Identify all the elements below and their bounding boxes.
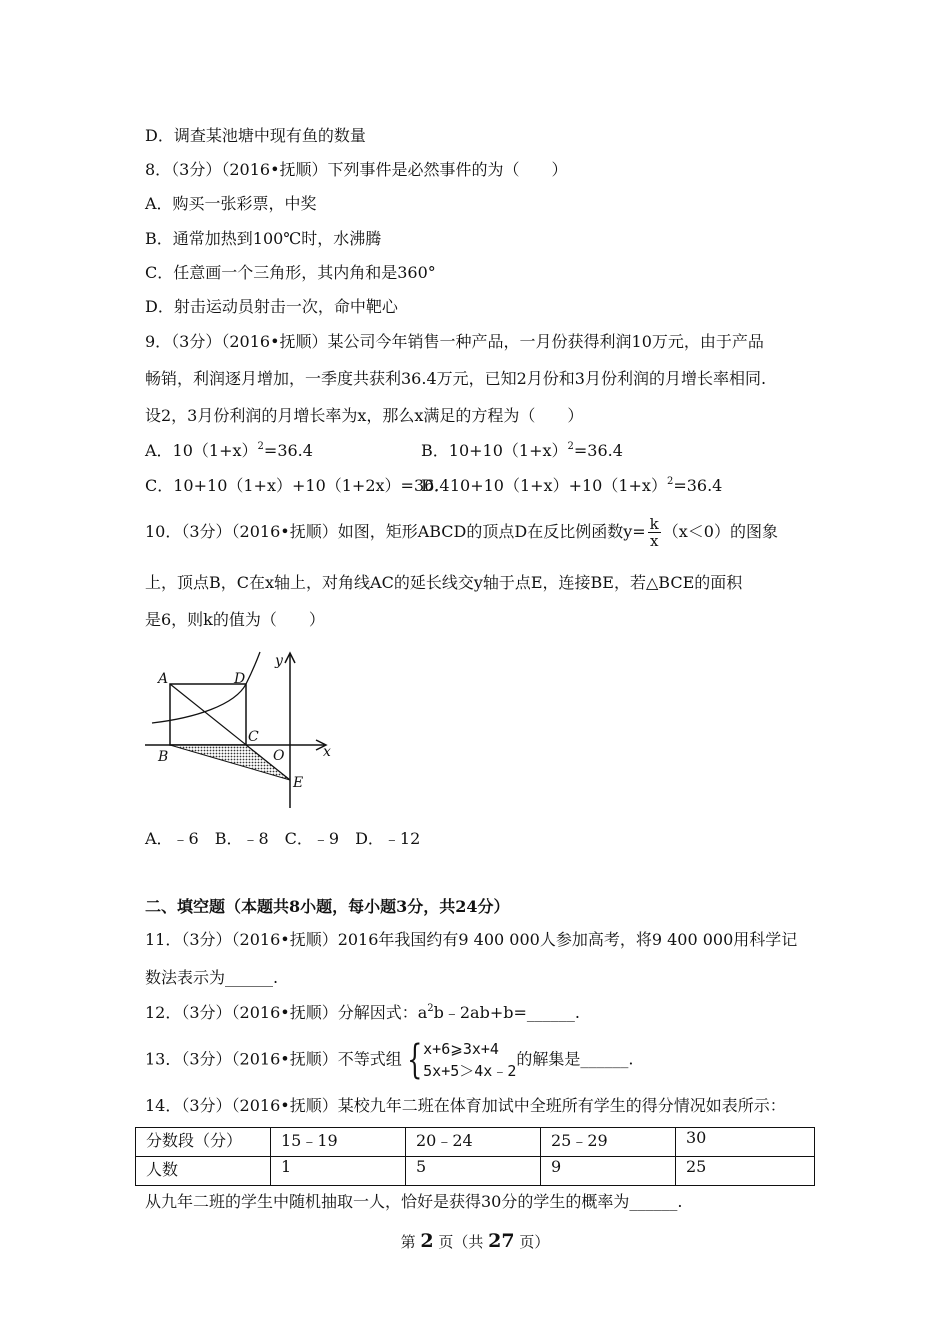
q10-options: A．﹣6 B．﹣8 C．﹣9 D．﹣12 [145, 829, 421, 848]
page-number: 2 [420, 1230, 434, 1252]
q9-option-c: C．10+10（1+x）+10（1+2x）=36.4 [145, 476, 450, 495]
table-cell: 30 [676, 1128, 815, 1157]
table-cell: 5 [406, 1157, 541, 1186]
label-e: E [293, 775, 304, 791]
left-brace: { [406, 1036, 423, 1083]
score-table [135, 1127, 815, 1186]
q13: 13．（3分）（2016•抚顺）不等式组 { x+6⩾3x+4 5x+5＞4x﹣2 的解集是______. [145, 1036, 634, 1083]
table-cell: 人数 [136, 1157, 271, 1186]
label-d: D [234, 671, 246, 687]
page-total: 27 [488, 1230, 515, 1252]
table-cell: 25 [676, 1157, 815, 1186]
q8-option-c: C．任意画一个三角形，其内角和是360° [145, 263, 436, 282]
label-y: y [275, 653, 283, 669]
table-cell: 20﹣24 [406, 1128, 541, 1157]
section-2-heading: 二、填空题（本题共8小题，每小题3分，共24分） [145, 897, 510, 916]
table-row [136, 1128, 815, 1157]
shaded-triangle-bce [170, 745, 290, 780]
diagonal-ae [170, 684, 290, 780]
q14-question: 从九年二班的学生中随机抽取一人，恰好是获得30分的学生的概率为______. [145, 1192, 683, 1211]
q8-stem: 8．（3分）（2016•抚顺）下列事件是必然事件的为（ ） [145, 160, 568, 179]
label-a: A [158, 671, 169, 687]
q9-option-d: D．$10+10(1+x)+10(1+x)^2=36.4$ [421, 476, 723, 495]
q9-stem-line-1: 9．（3分）（2016•抚顺）某公司今年销售一种产品，一月份获得利润10万元，由于产品 [145, 332, 764, 351]
q8-option-a: A．购买一张彩票，中奖 [145, 194, 317, 213]
table-cell: 1 [271, 1157, 406, 1186]
label-x: x [323, 744, 331, 760]
fraction-k-over-x: $\frac{k}{x}$ [649, 515, 659, 550]
q12: 12．（3分）（2016•抚顺）分解因式：$a^2b﹣2ab+b=\_\_\_\_\_\_$. [145, 1003, 580, 1022]
q9-stem-line-3: 设2，3月份利润的月增长率为x，那么x满足的方程为（ ） [145, 406, 584, 425]
label-c: C [248, 729, 259, 745]
table-cell: 分数段（分） [136, 1128, 271, 1157]
label-b: B [158, 749, 169, 765]
q7-option-d: D．调查某池塘中现有鱼的数量 [145, 126, 366, 145]
label-o: O [273, 748, 285, 764]
q8-option-d: D．射击运动员射击一次，命中靶心 [145, 297, 398, 316]
q10-stem-line-1: 10．（3分）（2016•抚顺）如图，矩形ABCD的顶点D在反比例函数y= $\frac{k}{x}$ （x＜0）的图象 [145, 515, 778, 550]
table-cell: 15﹣19 [271, 1128, 406, 1157]
q9-option-b: B．$10+10(1+x)^2=36.4$ [421, 441, 623, 460]
table-cell: 25﹣29 [541, 1128, 676, 1157]
q14-stem: 14．（3分）（2016•抚顺）某校九年二班在体育加试中全班所有学生的得分情况如表所示： [145, 1096, 786, 1115]
q9-option-a: A．$10(1+x)^2=36.4$ [145, 441, 313, 460]
q11-line-1: 11．（3分）（2016•抚顺）2016年我国约有9 400 000人参加高考，将9 400 000用科学记 [145, 930, 798, 949]
q10-figure [140, 650, 340, 815]
q8-option-b: B．通常加热到100℃时，水沸腾 [145, 229, 382, 248]
table-cell: 9 [541, 1157, 676, 1186]
table-row [136, 1157, 815, 1186]
q11-line-2: 数法表示为______. [145, 968, 279, 987]
q10-stem-line-2: 上，顶点B，C在x轴上，对角线AC的延长线交y轴于点E，连接BE，若△BCE的面积 [145, 573, 743, 592]
q9-stem-line-2: 畅销，利润逐月增加，一季度共获利36.4万元，已知2月份和3月份利润的月增长率相同. [145, 369, 767, 388]
q10-stem-line-3: 是6，则k的值为（ ） [145, 610, 325, 629]
page-footer: 第 2 页（共 27 页） [400, 1230, 550, 1252]
inequality-system: x+6⩾3x+4 5x+5＞4x﹣2 [423, 1039, 517, 1080]
